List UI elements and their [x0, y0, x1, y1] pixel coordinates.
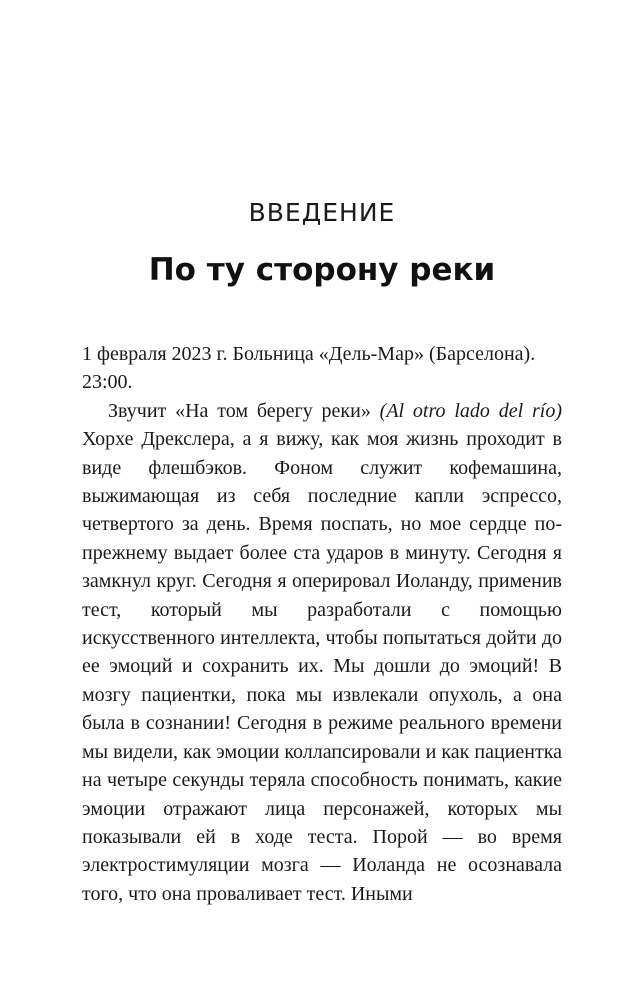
body-text [82, 340, 562, 908]
paragraph-rest: Хорхе Дрекслера, а я вижу, как моя жизнь проходит в виде флешбэков. Фоном служит кофемашина, выжимающая из себя последние капли эспрессо, четвертого за день. Время поспать, но мое сердце по-прежнему выдает более ста ударов в минуту. Сегодня я замкнул круг. Сегодня я оперировал Иоланду, применив тест, который мы разработали с помощью искусственного интеллекта, чтобы попытаться дойти до ее эмоций и сохранить их. Мы дошли до эмоций! В мозгу пациентки, пока мы извлекали опухоль, а она была в сознании! Сегодня в режиме реального времени мы видели, как эмоции коллапсировали и как пациентка на четыре секунды теряла способность понимать, какие эмоции отражают лица персонажей, которых мы показывали ей в ходе теста. Порой — во время электростимуляции мозга — Иоланда не осознавала того, что она проваливает тест. Иными [82, 428, 562, 905]
dateline [82, 340, 562, 397]
body-paragraph [82, 397, 562, 908]
paragraph-lead: Звучит «На том берегу реки» [108, 399, 380, 422]
chapter-title: По ту сторону реки [148, 252, 496, 288]
dateline-line-1: 1 февраля 2023 г. Больница «Дель-Мар» (Барселона). [82, 343, 536, 365]
song-title-italic: (Al otro lado del río) [379, 399, 562, 422]
chapter-label: ВВЕДЕНИЕ [248, 198, 396, 227]
dateline-line-2: 23:00. [82, 371, 133, 394]
